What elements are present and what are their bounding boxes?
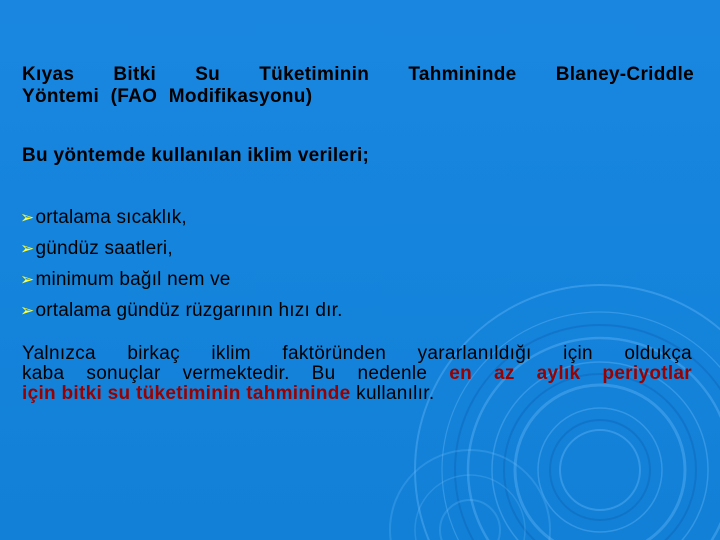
climate-data-list (20, 202, 343, 326)
paragraph-line-2 (22, 364, 692, 384)
title-line-1: Kıyas Bitki Su Tüketiminin Tahmininde Blaney-Criddle (22, 64, 694, 85)
highlight-period-text: en az aylık periyotlar (449, 363, 692, 384)
yellow-arrow-icon: ➢ (20, 270, 35, 289)
title-line-2: Yöntemi (FAO Modifikasyonu) (22, 86, 313, 107)
list-item-text: gündüz saatleri, (35, 238, 173, 259)
paragraph-line-2-text: kaba sonuçlar vermektedir. Bu nedenle (22, 363, 450, 384)
yellow-arrow-icon: ➢ (20, 239, 35, 258)
slide-title (22, 64, 694, 108)
list-item-text: ortalama sıcaklık, (35, 207, 187, 228)
list-item (20, 295, 343, 326)
paragraph-line-3-end: kullanılır. (350, 383, 435, 404)
list-item-text: ortalama gündüz rüzgarının hızı dır. (35, 300, 343, 321)
highlight-estimation-text: için bitki su tüketiminin tahmininde (22, 383, 351, 404)
paragraph-line-3 (22, 383, 434, 404)
list-item (20, 233, 343, 264)
yellow-arrow-icon: ➢ (20, 208, 35, 227)
list-item-text: minimum bağıl nem ve (35, 269, 231, 290)
intro-text: Bu yöntemde kullanılan iklim verileri; (22, 145, 370, 166)
summary-paragraph (22, 344, 692, 404)
yellow-arrow-icon: ➢ (20, 301, 35, 320)
list-item (20, 202, 343, 233)
list-item (20, 264, 343, 295)
paragraph-line-1: Yalnızca birkaç iklim faktöründen yararlanıldığı için oldukça (22, 343, 692, 364)
